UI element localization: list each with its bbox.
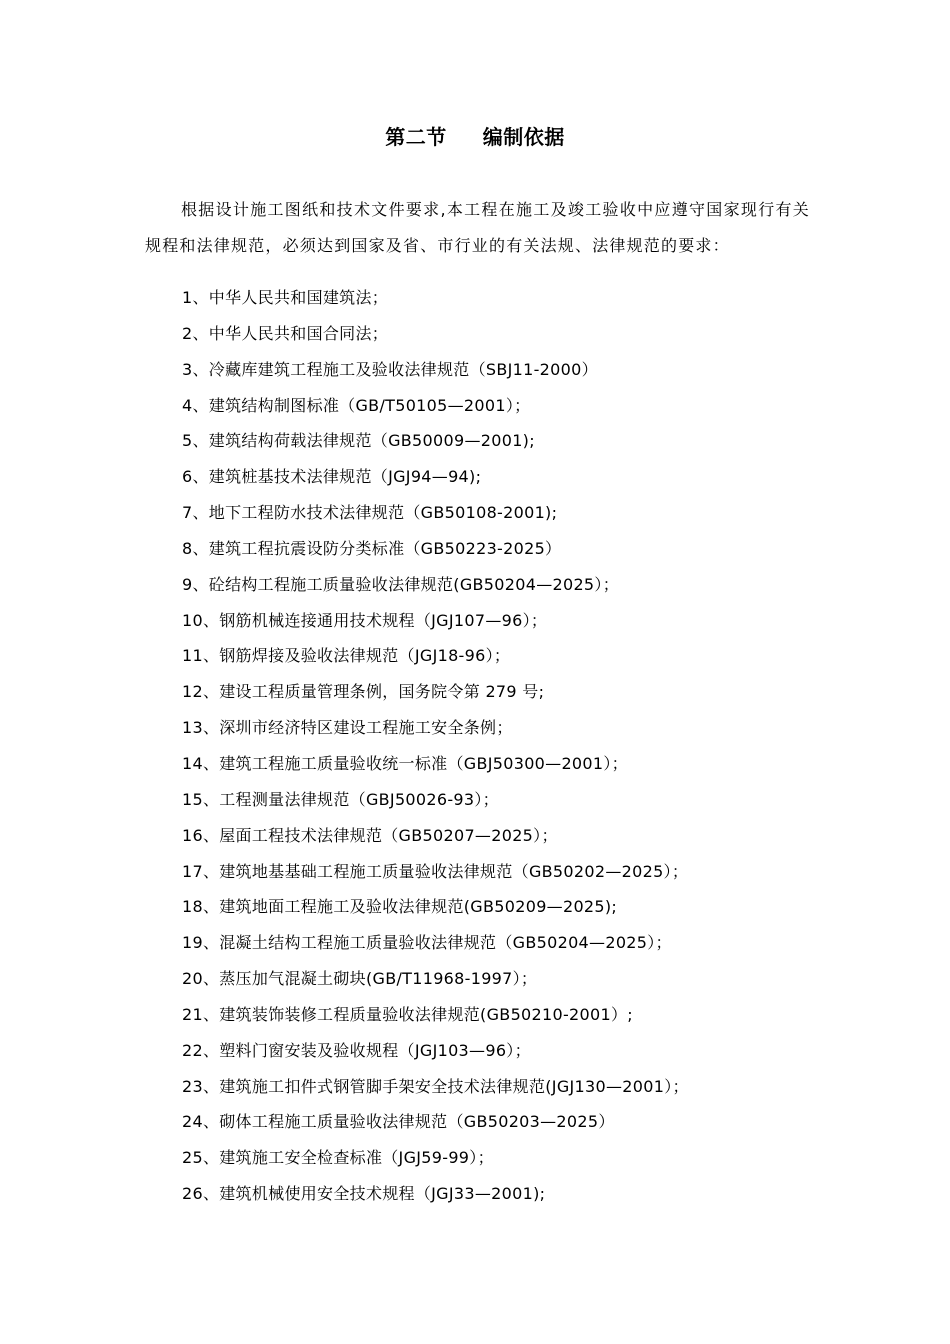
list-item: 4、建筑结构制图标准（GB/T50105—2001）； [182, 395, 531, 415]
list-item: 9、砼结构工程施工质量验收法律规范(GB50204—2025）； [182, 574, 620, 594]
list-item: 12、建设工程质量管理条例，国务院令第 279 号; [182, 682, 545, 702]
list-item: 14、建筑工程施工质量验收统一标准（GBJ50300—2001）； [182, 753, 628, 773]
list-item: 17、建筑地基基础工程施工质量验收法律规范（GB50202—2025）； [182, 861, 689, 881]
list-item: 11、钢筋焊接及验收法律规范（JGJ18-96）； [182, 646, 511, 666]
list-item: 26、建筑机械使用安全技术规程（JGJ33—2001); [182, 1184, 546, 1204]
list-item: 5、建筑结构荷载法律规范（GB50009—2001); [182, 431, 535, 451]
section-number: 第二节 [385, 125, 447, 149]
list-item: 6、建筑桩基技术法律规范（JGJ94—94); [182, 467, 482, 487]
list-item: 22、塑料门窗安装及验收规程（JGJ103—96）； [182, 1040, 531, 1060]
list-item: 25、建筑施工安全检查标准（JGJ59-99）； [182, 1148, 494, 1168]
section-name: 编制依据 [482, 125, 565, 149]
list-item: 15、工程测量法律规范（GBJ50026-93）； [182, 789, 499, 809]
list-item: 21、建筑装饰装修工程质量验收法律规范(GB50210-2001）; [182, 1004, 633, 1024]
list-item: 19、混凝土结构工程施工质量验收法律规范（GB50204—2025）； [182, 933, 672, 953]
list-item: 24、砌体工程施工质量验收法律规范（GB50203—2025） [182, 1112, 615, 1132]
list-item: 20、蒸压加气混凝土砌块(GB/T11968-1997）； [182, 969, 538, 989]
list-item: 10、钢筋机械连接通用技术规程（JGJ107—96）； [182, 610, 548, 630]
list-item: 13、深圳市经济特区建设工程施工安全条例； [182, 718, 513, 738]
list-item: 2、中华人民共和国合同法； [182, 323, 389, 343]
intro-paragraph: 根据设计施工图纸和技术文件要求,本工程在施工及竣工验收中应遵守国家现行有关规程和法律规范，必须达到国家及省、市行业的有关法规、法律规范的要求： [145, 200, 810, 255]
list-item: 8、建筑工程抗震设防分类标准（GB50223-2025） [182, 538, 562, 558]
list-item: 3、冷藏库建筑工程施工及验收法律规范（SBJ11-2000） [182, 359, 598, 379]
list-item: 16、屋面工程技术法律规范（GB50207—2025）； [182, 825, 558, 845]
list-item: 23、建筑施工扣件式钢管脚手架安全技术法律规范(JGJ130—2001）； [182, 1076, 689, 1096]
reference-list [182, 280, 822, 1212]
section-title [0, 121, 950, 153]
list-item: 1、中华人民共和国建筑法； [182, 288, 389, 307]
list-item: 7、地下工程防水技术法律规范（GB50108-2001); [182, 503, 558, 523]
list-item: 18、建筑地面工程施工及验收法律规范(GB50209—2025); [182, 897, 618, 917]
